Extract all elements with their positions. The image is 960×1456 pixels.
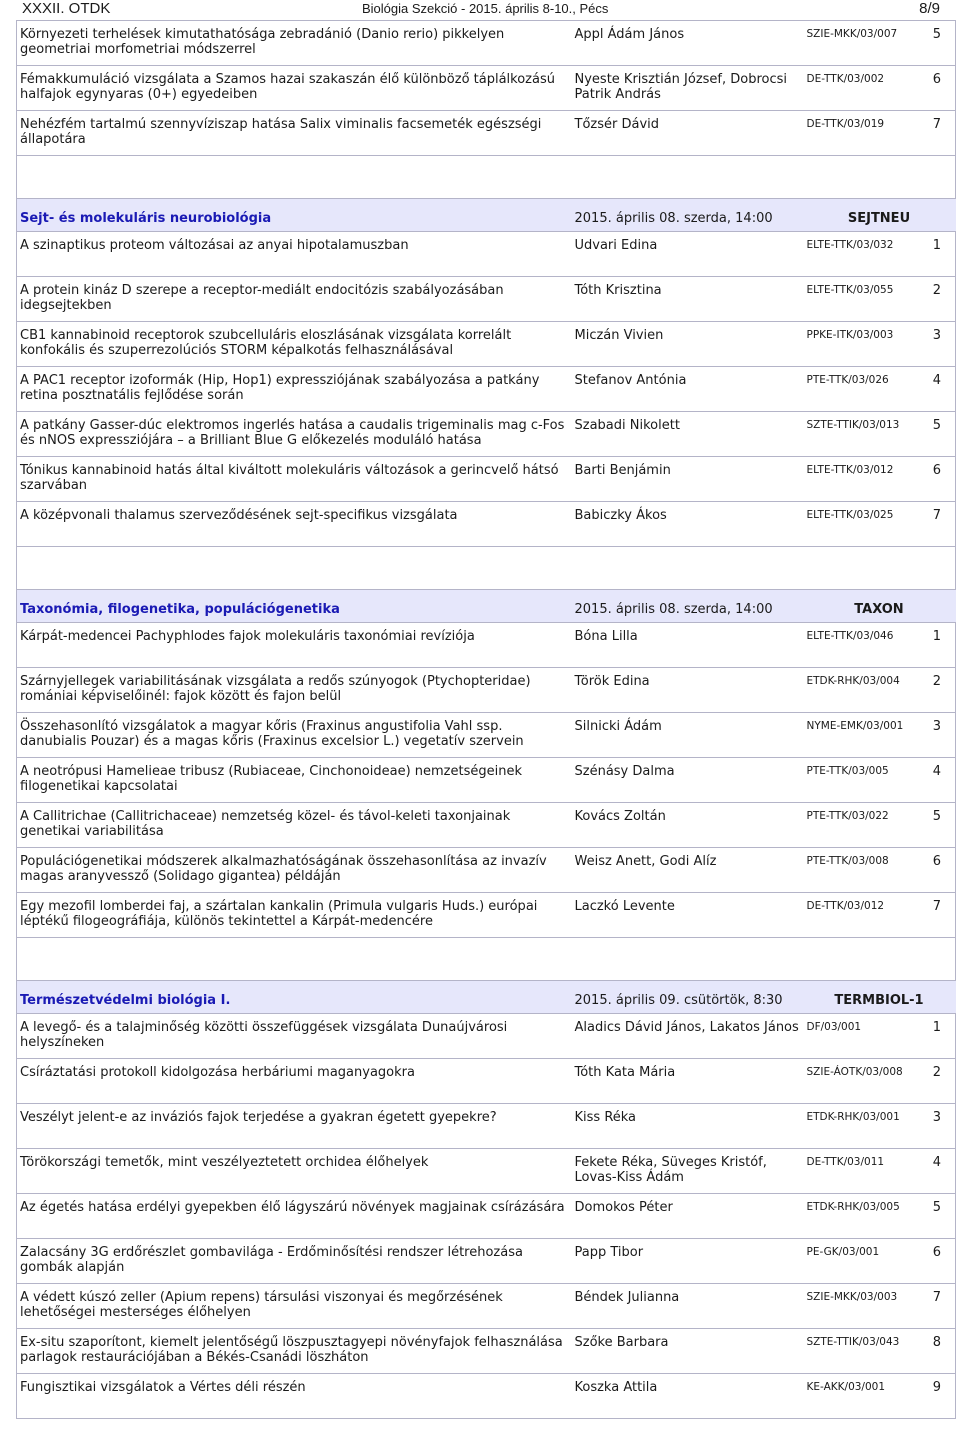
- table-row: [17, 713, 956, 758]
- table-row: [17, 848, 956, 893]
- presenter-name: Laczkó Levente: [572, 893, 804, 938]
- presentation-title: A protein kináz D szerepe a receptor-mediált endocitózis szabályozásában idegsejtekben: [17, 277, 572, 322]
- table-row: [17, 623, 956, 668]
- presentation-title: Veszélyt jelent-e az inváziós fajok terjedése a gyakran égetett gyepekre?: [17, 1104, 572, 1149]
- table-row: [17, 758, 956, 803]
- table-row: [17, 1149, 956, 1194]
- presentation-order: 7: [916, 893, 956, 938]
- presentation-title: A védett kúszó zeller (Apium repens) társulási viszonyai és megőrzésének lehetőségei mesterséges élőhelyen: [17, 1284, 572, 1329]
- table-row: [17, 277, 956, 322]
- presentation-title: Nehézfém tartalmú szennyvíziszap hatása Salix viminalis facsemeték egészségi állapotára: [17, 111, 572, 156]
- section-gap: [17, 938, 956, 981]
- presentation-title: Szárnyjellegek variabilitásának vizsgálata a redős szúnyogok (Ptychopteridae) romániai képviselőinél: fajok között és fajon belül: [17, 668, 572, 713]
- presentation-title: Összehasonlító vizsgálatok a magyar kőris (Fraxinus angustifolia Vahl ssp. danubialis Pouzar) és a magas kőris (Fraxinus excelsior L.) vegetatív szervein: [17, 713, 572, 758]
- presentation-title: Egy mezofil lomberdei faj, a szártalan kankalin (Primula vulgaris Huds.) európai léptékű filogeográfiája, különös tekintettel a Kárpát-medencére: [17, 893, 572, 938]
- table-row: [17, 457, 956, 502]
- presenter-name: Szabadi Nikolett: [572, 412, 804, 457]
- table-row: [17, 21, 956, 66]
- section-subtitle: Biológia Szekció - 2015. április 8-10., Pécs: [362, 1, 609, 16]
- presenter-name: Appl Ádám János: [572, 21, 804, 66]
- table-row: [17, 1014, 956, 1059]
- presenter-name: Béndek Julianna: [572, 1284, 804, 1329]
- presentation-code: SZIE-MKK/03/003: [804, 1284, 916, 1329]
- table-row: [17, 322, 956, 367]
- presentation-order: 3: [916, 1104, 956, 1149]
- presenter-name: Tóth Kata Mária: [572, 1059, 804, 1104]
- section-datetime: 2015. április 08. szerda, 14:00: [572, 590, 804, 623]
- table-row: [17, 502, 956, 547]
- presentation-code: SZTE-TTIK/03/043: [804, 1329, 916, 1374]
- section-code: TERMBIOL-1: [804, 981, 956, 1014]
- section-header: [17, 981, 956, 1014]
- presenter-name: Stefanov Antónia: [572, 367, 804, 412]
- section-code: TAXON: [804, 590, 956, 623]
- presenter-name: Török Edina: [572, 668, 804, 713]
- presentation-order: 3: [916, 713, 956, 758]
- section-gap: [17, 156, 956, 199]
- presentation-code: KE-AKK/03/001: [804, 1374, 916, 1419]
- section-code: SEJTNEU: [804, 199, 956, 232]
- presentation-order: 2: [916, 668, 956, 713]
- presenter-name: Koszka Attila: [572, 1374, 804, 1419]
- presentation-title: Környezeti terhelések kimutathatósága zebradánió (Danio rerio) pikkelyen geometriai morfometriai módszerrel: [17, 21, 572, 66]
- presentation-title: A patkány Gasser-dúc elektromos ingerlés hatása a caudalis trigeminalis mag c-Fos és nNOS expressziójára – a Brilliant Blue G előkezelés moduláló hatása: [17, 412, 572, 457]
- presentation-order: 9: [916, 1374, 956, 1419]
- presentation-order: 4: [916, 758, 956, 803]
- table-row: [17, 1329, 956, 1374]
- presentation-code: ETDK-RHK/03/001: [804, 1104, 916, 1149]
- table-row: [17, 803, 956, 848]
- presentation-code: DE-TTK/03/011: [804, 1149, 916, 1194]
- page-header: [0, 0, 960, 18]
- presentation-code: PE-GK/03/001: [804, 1239, 916, 1284]
- presentation-title: Zalacsány 3G erdőrészlet gombavilága - Erdőminősítési rendszer létrehozása gombák alapján: [17, 1239, 572, 1284]
- presenter-name: Domokos Péter: [572, 1194, 804, 1239]
- presenter-name: Kiss Réka: [572, 1104, 804, 1149]
- presentation-title: Törökországi temetők, mint veszélyeztetett orchidea élőhelyek: [17, 1149, 572, 1194]
- presenter-name: Barti Benjámin: [572, 457, 804, 502]
- presentation-title: Csíráztatási protokoll kidolgozása herbáriumi maganyagokra: [17, 1059, 572, 1104]
- presenter-name: Papp Tibor: [572, 1239, 804, 1284]
- presenter-name: Tőzsér Dávid: [572, 111, 804, 156]
- presentation-title: Ex-situ szaporítont, kiemelt jelentőségű löszpusztagyepi növényfajok felhasználása parlagok restaurációjában a Békés-Csanádi löszháton: [17, 1329, 572, 1374]
- presentation-order: 4: [916, 1149, 956, 1194]
- presentation-order: 7: [916, 502, 956, 547]
- table-row: [17, 668, 956, 713]
- presentation-order: 7: [916, 1284, 956, 1329]
- presentation-code: DE-TTK/03/012: [804, 893, 916, 938]
- table-row: [17, 1284, 956, 1329]
- presentation-order: 5: [916, 1194, 956, 1239]
- presentation-title: A PAC1 receptor izoformák (Hip, Hop1) expressziójának szabályozása a patkány retina posztnatális fejlődése során: [17, 367, 572, 412]
- presentation-code: ELTE-TTK/03/046: [804, 623, 916, 668]
- presenter-name: Fekete Réka, Süveges Kristóf, Lovas-Kiss Ádám: [572, 1149, 804, 1194]
- section-name: Taxonómia, filogenetika, populációgenetika: [17, 590, 572, 623]
- presentation-order: 6: [916, 457, 956, 502]
- presentation-order: 1: [916, 623, 956, 668]
- presentation-title: Fémakkumuláció vizsgálata a Szamos hazai szakaszán élő különböző táplálkozású halfajok egynyaras (0+) egyedeiben: [17, 66, 572, 111]
- presentation-code: ELTE-TTK/03/025: [804, 502, 916, 547]
- page-number: 8/9: [919, 0, 940, 17]
- table-row: [17, 412, 956, 457]
- table-row: [17, 367, 956, 412]
- table-row: [17, 66, 956, 111]
- presentation-code: DF/03/001: [804, 1014, 916, 1059]
- presentation-title: A neotrópusi Hamelieae tribusz (Rubiaceae, Cinchonoideae) nemzetségeinek filogenetikai kapcsolatai: [17, 758, 572, 803]
- presentation-order: 7: [916, 111, 956, 156]
- presentation-title: Az égetés hatása erdélyi gyepekben élő lágyszárú növények magjainak csírázására: [17, 1194, 572, 1239]
- table-row: [17, 1194, 956, 1239]
- presentation-code: ELTE-TTK/03/012: [804, 457, 916, 502]
- presentation-title: A Callitrichae (Callitrichaceae) nemzetség közel- és távol-keleti taxonjainak genetikai variabilitása: [17, 803, 572, 848]
- presentation-title: A szinaptikus proteom változásai az anyai hipotalamuszban: [17, 232, 572, 277]
- presentation-order: 2: [916, 1059, 956, 1104]
- presentation-title: Populációgenetikai módszerek alkalmazhatóságának összehasonlítása az invazív magas aranyvessző (Solidago gigantea) példáján: [17, 848, 572, 893]
- presentation-code: ELTE-TTK/03/055: [804, 277, 916, 322]
- section-datetime: 2015. április 09. csütörtök, 8:30: [572, 981, 804, 1014]
- presentation-order: 4: [916, 367, 956, 412]
- program-table: [16, 20, 956, 1419]
- table-row: [17, 1374, 956, 1419]
- presentation-order: 8: [916, 1329, 956, 1374]
- presentation-code: ELTE-TTK/03/032: [804, 232, 916, 277]
- presentation-order: 1: [916, 232, 956, 277]
- presentation-title: CB1 kannabinoid receptorok szubcelluláris eloszlásának vizsgálata korrelált konfokális és szuperrezolúciós STORM képalkotás felhasználásával: [17, 322, 572, 367]
- presentation-order: 5: [916, 21, 956, 66]
- presentation-code: DE-TTK/03/002: [804, 66, 916, 111]
- section-name: Sejt- és molekuláris neurobiológia: [17, 199, 572, 232]
- presentation-code: SZIE-MKK/03/007: [804, 21, 916, 66]
- presenter-name: Udvari Edina: [572, 232, 804, 277]
- section-name: Természetvédelmi biológia I.: [17, 981, 572, 1014]
- presentation-order: 1: [916, 1014, 956, 1059]
- presentation-order: 6: [916, 848, 956, 893]
- presentation-title: Kárpát-medencei Pachyphlodes fajok molekuláris taxonómiai revíziója: [17, 623, 572, 668]
- presentation-title: Fungisztikai vizsgálatok a Vértes déli részén: [17, 1374, 572, 1419]
- presenter-name: Silnicki Ádám: [572, 713, 804, 758]
- presentation-order: 6: [916, 1239, 956, 1284]
- presentation-code: SZIE-ÁOTK/03/008: [804, 1059, 916, 1104]
- presentation-code: PTE-TTK/03/022: [804, 803, 916, 848]
- table-row: [17, 1059, 956, 1104]
- table-row: [17, 111, 956, 156]
- presenter-name: Weisz Anett, Godi Alíz: [572, 848, 804, 893]
- presentation-code: SZTE-TTIK/03/013: [804, 412, 916, 457]
- presentation-order: 5: [916, 803, 956, 848]
- table-row: [17, 1104, 956, 1149]
- presentation-code: PTE-TTK/03/005: [804, 758, 916, 803]
- presenter-name: Babiczky Ákos: [572, 502, 804, 547]
- presenter-name: Szőke Barbara: [572, 1329, 804, 1374]
- section-gap: [17, 547, 956, 590]
- presentation-order: 2: [916, 277, 956, 322]
- presenter-name: Nyeste Krisztián József, Dobrocsi Patrik András: [572, 66, 804, 111]
- presenter-name: Bóna Lilla: [572, 623, 804, 668]
- presenter-name: Tóth Krisztina: [572, 277, 804, 322]
- table-row: [17, 893, 956, 938]
- conference-title: XXXII. OTDK: [22, 0, 111, 17]
- presenter-name: Miczán Vivien: [572, 322, 804, 367]
- presentation-order: 6: [916, 66, 956, 111]
- presentation-code: ETDK-RHK/03/004: [804, 668, 916, 713]
- presenter-name: Kovács Zoltán: [572, 803, 804, 848]
- presentation-code: ETDK-RHK/03/005: [804, 1194, 916, 1239]
- presentation-code: PPKE-ITK/03/003: [804, 322, 916, 367]
- section-header: [17, 199, 956, 232]
- presentation-title: A középvonali thalamus szerveződésének sejt-specifikus vizsgálata: [17, 502, 572, 547]
- table-row: [17, 232, 956, 277]
- presentation-title: Tónikus kannabinoid hatás által kiváltott molekuláris változások a gerincvelő hátsó szarvában: [17, 457, 572, 502]
- presenter-name: Szénásy Dalma: [572, 758, 804, 803]
- presentation-order: 5: [916, 412, 956, 457]
- section-datetime: 2015. április 08. szerda, 14:00: [572, 199, 804, 232]
- presentation-title: A levegő- és a talajminőség közötti összefüggések vizsgálata Dunaújvárosi helyszíneken: [17, 1014, 572, 1059]
- presentation-code: DE-TTK/03/019: [804, 111, 916, 156]
- table-row: [17, 1239, 956, 1284]
- presentation-order: 3: [916, 322, 956, 367]
- section-header: [17, 590, 956, 623]
- presentation-code: NYME-EMK/03/001: [804, 713, 916, 758]
- presentation-code: PTE-TTK/03/008: [804, 848, 916, 893]
- presenter-name: Aladics Dávid János, Lakatos János: [572, 1014, 804, 1059]
- presentation-code: PTE-TTK/03/026: [804, 367, 916, 412]
